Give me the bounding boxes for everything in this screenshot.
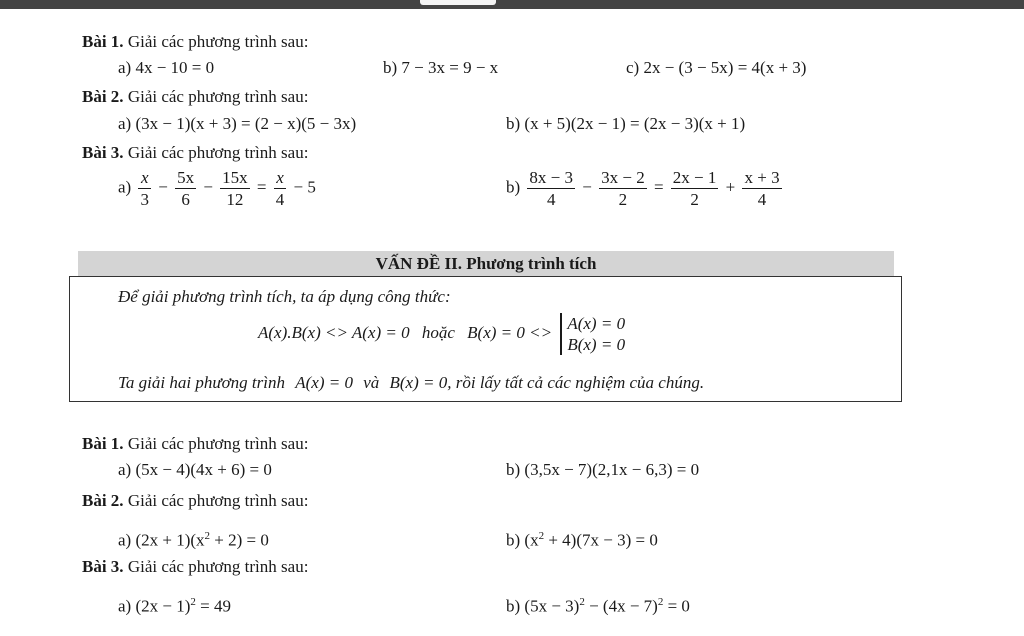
- p2-ex2-text: Giải các phương trình sau:: [127, 491, 309, 510]
- frac-numerator: x: [138, 168, 151, 189]
- note-va: và: [363, 373, 380, 392]
- tail-term: − 5: [293, 177, 316, 197]
- p2-ex1-text: Giải các phương trình sau:: [127, 434, 309, 453]
- note-part-1: Ta giải hai phương trình: [118, 373, 285, 392]
- operator: +: [725, 177, 736, 197]
- p2-ex2-a: [118, 526, 269, 551]
- p1-ex2-a: a) (3x − 1)(x + 3) = (2 − x)(5 − 3x): [118, 114, 357, 133]
- frac-denominator: 12: [226, 190, 244, 209]
- p1-ex3-a-prefix: a): [118, 177, 132, 197]
- p2-ex1-b: b) (3,5x − 7)(2,1x − 6,3) = 0: [506, 460, 700, 479]
- frac-numerator: 5x: [177, 168, 195, 187]
- frac-denominator: 2: [618, 190, 628, 209]
- exponent: 2: [190, 596, 196, 608]
- p1-ex2-b: b) (x + 5)(2x − 1) = (2x − 3)(x + 1): [506, 114, 746, 133]
- p1-ex3-text: Giải các phương trình sau:: [127, 143, 309, 162]
- operator: −: [158, 177, 168, 197]
- frac-denominator: 4: [546, 190, 556, 209]
- frac-numerator: 2x − 1: [672, 168, 717, 187]
- exponent: 2: [579, 596, 585, 608]
- p2-ex3-heading: [82, 557, 308, 577]
- fraction: [742, 168, 781, 209]
- p2-ex3-b: [506, 592, 690, 617]
- p2-ex2-b: [506, 526, 658, 551]
- formula-left: A(x).B(x) <> A(x) = 0: [258, 322, 410, 342]
- formula-mid: B(x) = 0 <>: [467, 322, 553, 342]
- p1-ex3-a: [118, 168, 316, 209]
- expr-part: b) (x: [506, 530, 539, 550]
- system-line-2: B(x) = 0: [567, 335, 626, 354]
- operator: −: [203, 177, 213, 197]
- p1-ex1-a: a) 4x − 10 = 0: [118, 58, 215, 77]
- p1-ex3-b: [506, 168, 785, 209]
- fraction: [175, 168, 196, 209]
- operator: −: [582, 177, 592, 197]
- p1-ex2-label: Bài 2.: [82, 87, 124, 106]
- exponent: 2: [657, 596, 664, 608]
- expr-part: a) (2x + 1)(x: [118, 530, 205, 550]
- window-tab[interactable]: [420, 0, 496, 5]
- expr-part: − (4x − 7): [584, 596, 658, 616]
- p1-ex1-text: Giải các phương trình sau:: [127, 32, 309, 51]
- section-title: VẤN ĐỀ II. Phương trình tích: [375, 254, 597, 273]
- expr-part: a) (2x − 1): [118, 596, 191, 616]
- p1-ex1-b: b) 7 − 3x = 9 − x: [383, 58, 499, 77]
- fraction: [599, 168, 647, 209]
- note-part-2: , rồi lấy tất cả các nghiệm của chúng.: [447, 373, 705, 392]
- exponent: 2: [538, 530, 545, 542]
- p1-ex2-heading: [82, 87, 308, 107]
- expr-part: + 2) = 0: [210, 530, 269, 550]
- fraction: [274, 168, 287, 209]
- window-top-bar: [0, 0, 1024, 9]
- note-ax: A(x) = 0: [295, 373, 353, 392]
- p2-ex2-heading: [82, 491, 308, 511]
- formula-hoac: hoặc: [421, 322, 455, 342]
- p2-ex2-label: Bài 2.: [82, 491, 124, 510]
- system-line-1: A(x) = 0: [567, 314, 626, 333]
- frac-numerator: x: [274, 168, 287, 189]
- frac-denominator: 4: [757, 190, 767, 209]
- frac-denominator: 3: [140, 190, 149, 209]
- note-bx: B(x) = 0: [389, 373, 448, 392]
- p2-ex1-heading: [82, 434, 308, 454]
- frac-numerator: x + 3: [744, 168, 780, 187]
- section-note: [118, 373, 704, 393]
- fraction: [138, 168, 151, 209]
- p1-ex3-heading: [82, 143, 308, 163]
- p2-ex3-label: Bài 3.: [82, 557, 124, 576]
- frac-numerator: 15x: [222, 168, 248, 187]
- p2-ex3-text: Giải các phương trình sau:: [127, 557, 309, 576]
- p2-ex1-label: Bài 1.: [82, 434, 124, 453]
- fraction: [671, 168, 719, 209]
- p1-ex1-heading: [82, 32, 308, 52]
- frac-numerator: 3x − 2: [601, 168, 645, 187]
- frac-numerator: 8x − 3: [529, 168, 574, 187]
- expr-part: b) (5x − 3): [506, 596, 580, 616]
- p1-ex3-b-prefix: b): [506, 177, 521, 197]
- product-formula: [258, 313, 625, 355]
- operator: =: [256, 177, 267, 197]
- frac-denominator: 2: [690, 190, 699, 209]
- exponent: 2: [204, 530, 211, 542]
- frac-denominator: 6: [181, 190, 190, 209]
- p2-ex3-a: [118, 592, 231, 617]
- p2-ex1-a: a) (5x − 4)(4x + 6) = 0: [118, 460, 272, 479]
- p1-ex2-text: Giải các phương trình sau:: [127, 87, 309, 106]
- operator: =: [653, 177, 664, 197]
- expr-part: = 49: [195, 596, 231, 616]
- fraction: [220, 168, 250, 209]
- expr-part: + 4)(7x − 3) = 0: [544, 530, 658, 550]
- p1-ex1-label: Bài 1.: [82, 32, 124, 51]
- equation-system: [560, 313, 625, 355]
- fraction: [527, 168, 575, 209]
- section-intro: Để giải phương trình tích, ta áp dụng công thức:: [118, 287, 451, 306]
- expr-part: = 0: [663, 596, 690, 616]
- p1-ex3-label: Bài 3.: [82, 143, 124, 162]
- p1-ex1-c: c) 2x − (3 − 5x) = 4(x + 3): [626, 58, 807, 77]
- frac-denominator: 4: [275, 190, 285, 209]
